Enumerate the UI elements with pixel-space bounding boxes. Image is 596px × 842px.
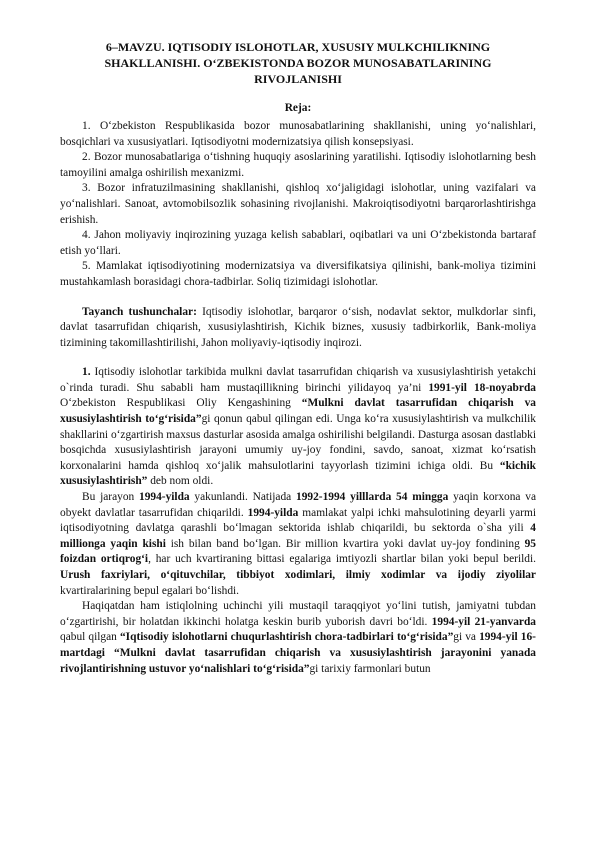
paragraph-1: 1. Iqtisodiy islohotlar tarkibida mulkni davlat tasarrufidan chiqarish va xususiylashtirish yetakchi o`rinda turadi. Shu sababli ham mustaqillikning birinchi yilidayoq ya’ni 1991-yil 18-noyabrda O‘zbekiston Respublikasi Oliy Kengashining “Mulkni davlat tasarrufidan chiqarish va xususiylashtirish to‘g‘risida”gi qonun qabul qilingan edi. Unga ko‘ra xususiylashtirish va mulkchilik shakllarini o‘zgartirish maxsus dasturlar asosida amalga oshirilishi belgilandi. Dasturga asosan dastlabki bosqichda xususiylashtirish jarayoni umumiy uy-joy fondini, savdo, sanoat, xizmat ko‘rsatish korxonalarini hamda qishloq xo‘jalik mahsulotlarini tayyorlash tizimini ichiga oldi. Bu “kichik xususiylashtirish” deb nom oldi. [60,366,536,488]
document-page [60,40,536,677]
keywords-label: Tayanch tushunchalar: [82,305,197,318]
plan-heading: Reja: [284,102,312,115]
title-line-3: RIVOJLANISHI [254,71,342,86]
section-number: 1. [82,366,91,379]
title-line-1: 6–MAVZU. IQTISODIY ISLOHOTLAR, XUSUSIY MULKCHILIKNING [105,40,491,54]
paragraph-3: Haqiqatdan ham istiqlolning uchinchi yili mustaqil taraqqiyot yo‘lini tutish, jamiyatni tubdan o‘zgartirishi, bir holatdan ikkinchi holatga keskin burib yuborish davri bo‘ldi. 1994-yil 21-yanvarda qabul qilgan “Iqtisodiy islohotlarni chuqurlashtirish chora-tadbirlari to‘g‘risida”gi va 1994-yil 16-martdagi “Mulkni davlat tasarrufidan chiqarish va xususiylashtirish jarayonini yanada rivojlantirishning ustuvor yo‘nalishlari to‘g‘risida”gi tarixiy farmonlari butun [60,600,536,675]
plan-item-2: 2. Bozor munosabatlariga o‘tishning huquqiy asoslarining yaratilishi. Iqtisodiy islohotlarning besh tamoyilini amalga oshirilish mexanizmi. [60,151,536,179]
document-title [60,40,536,87]
paragraph-2: Bu jarayon 1994-yilda yakunlandi. Natijada 1992-1994 yilllarda 54 mingga yaqin korxona va obyekt davlatlar tasarrufidan chiqarildi. 1994-yilda mamlakat yalpi ichki mahsulotining deyarli yarmi iqtisodiyotning davlatga qarashli bo‘lmagan sektorida ishlab chiqarildi, bu sektorda o`sha yili 4 millionga yaqin kishi ish bilan band bo‘lgan. Bir million kvartira yoki davlat uy-joy fondining 95 foizdan ortiqrog‘i, har uch kvartiraning bittasi egalariga imtiyozli shartlar bilan yoki bepul berildi. Urush faxriylari, o‘qituvchilar, tibbiyot xodimlari, ilmiy xodimlar va ijodiy ziyolilar kvartiralarining bepul egalari bo‘lishdi. [60,491,537,597]
plan-item-3: 3. Bozor infratuzilmasining shakllanishi, qishloq xo‘jaligidagi islohotlar, uning vazifalari va yo‘nalishlari. Sanoat, avtomobilsozlik sohasining rivojlanishi. Makroiqtisodiyotni barqarorlashtirishga erishish. [60,182,536,226]
date-highlight: 1991-yil 18-noyabrda [428,381,536,394]
law-title: “Mulkni davlat tasarrufidan chiqarish va xususiylashtirish to‘g‘risida” [60,397,536,426]
title-line-2: SHAKLLANISHI. O‘ZBEKISTONDA BOZOR MUNOSABATLARINING [104,55,492,70]
plan-item-4: 4. Jahon moliyaviy inqirozining yuzaga kelish sabablari, oqibatlari va uni O‘zbekistonda bartaraf etish yo‘llari. [60,229,536,257]
plan-item-1: 1. O‘zbekiston Respublikasida bozor munosabatlarining shakllanishi, uning yo‘nalishlari, bosqichlari va xususiyatlari. Iqtisodiyotni modernizatsiya qilish konsepsiyasi. [60,119,536,148]
plan-item-5: 5. Mamlakat iqtisodiyotining modernizatsiya va diversifikatsiya qilinishi, bank-moliya tizimini mustahkamlash borasidagi chora-tadbirlar. Soliq tizimidagi islohotlar. [60,260,536,288]
term-highlight: “kichik xususiylashtirish” [60,459,536,488]
keywords-paragraph [60,305,536,352]
keywords-text: Iqtisodiy islohotlar, barqaror o‘sish, nodavlat sektor, mulkdorlar sinfi, davlat tasarrufidan chiqarish, xususiylashtirish, Kichik biznes, xususiy tadbirkorlik, Bank-moliya tizimining takomillashtirilishi, Jahon moliyaviy-iqtisodiy inqirozi. [60,305,537,349]
